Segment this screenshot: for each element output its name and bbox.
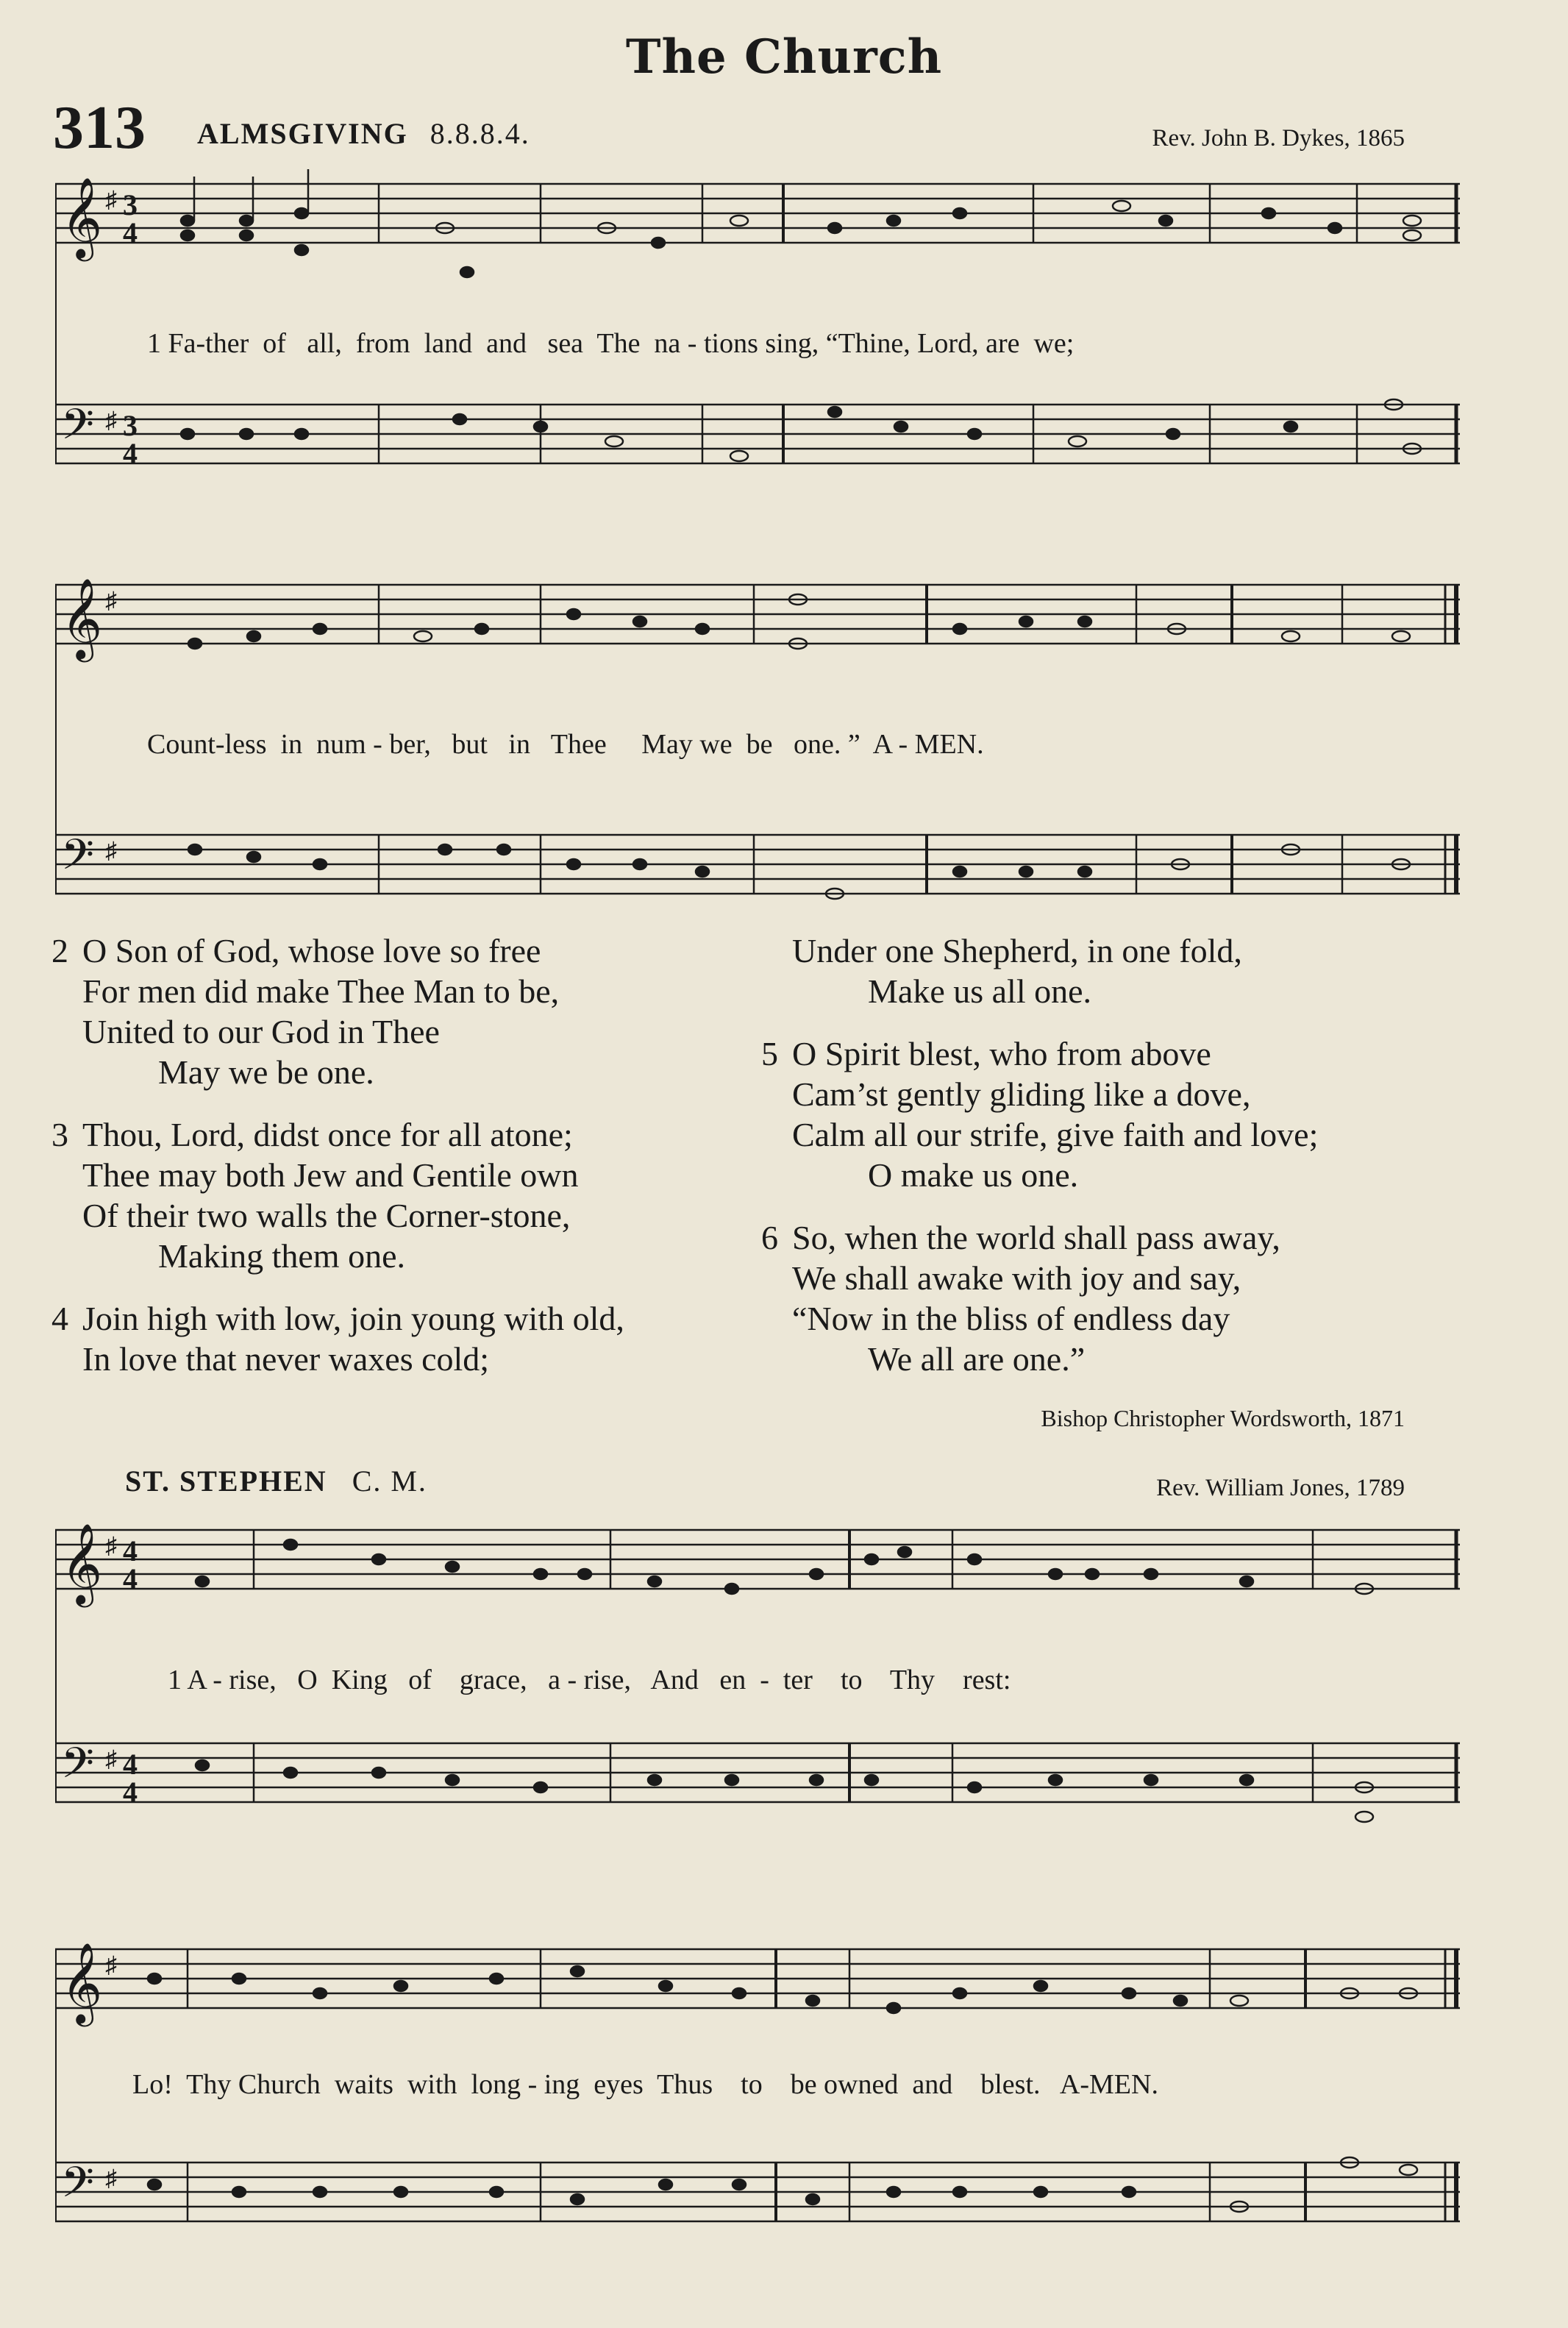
time-signature: 4 bbox=[123, 216, 138, 249]
tune-meter: C. M. bbox=[352, 1464, 427, 1498]
verse-3 bbox=[51, 1114, 758, 1276]
verse-6 bbox=[761, 1217, 1467, 1379]
tune-meter: 8.8.8.4. bbox=[430, 117, 530, 150]
time-signature: 4 bbox=[123, 1534, 138, 1567]
key-signature-sharp-icon: ♯ bbox=[105, 2165, 117, 2191]
verse-line: O make us one. bbox=[868, 1156, 1079, 1194]
verse-number: 3 bbox=[51, 1116, 68, 1153]
tune-name-st-stephen bbox=[125, 1464, 427, 1498]
verse-number: 6 bbox=[761, 1219, 778, 1256]
bass-clef-icon: 𝄢 bbox=[61, 830, 95, 890]
verse-4-continued bbox=[761, 930, 1467, 1011]
key-signature-sharp-icon: ♯ bbox=[105, 407, 117, 433]
verse-line: O Son of God, whose love so free bbox=[82, 932, 541, 969]
hymn-author: Bishop Christopher Wordsworth, 1871 bbox=[1041, 1405, 1405, 1431]
stanza1-lyrics-line1: 1 Fa-ther of all, from land and sea The na - tions sing, “Thine, Lord, are we; bbox=[147, 328, 1075, 359]
verse-line: Of their two walls the Corner-stone, bbox=[82, 1197, 571, 1234]
verse-number: 2 bbox=[51, 932, 68, 969]
verse-2 bbox=[51, 930, 758, 1092]
key-signature-sharp-icon: ♯ bbox=[105, 837, 117, 864]
verse-line: United to our God in Thee bbox=[82, 1013, 440, 1050]
verse-number: 4 bbox=[51, 1300, 68, 1337]
key-signature-sharp-icon: ♯ bbox=[105, 1532, 117, 1559]
st-stephen-lyrics-line1: 1 A - rise, O King of grace, a - rise, And en - ter to Thy rest: bbox=[168, 1665, 1011, 1695]
bass-clef-icon: 𝄢 bbox=[61, 2157, 95, 2218]
time-signature: 3 bbox=[123, 409, 138, 442]
bass-clef-icon: 𝄢 bbox=[61, 1738, 95, 1798]
treble-clef-icon: 𝄞 bbox=[61, 1523, 103, 1604]
time-signature: 4 bbox=[123, 1562, 138, 1595]
treble-clef-icon: 𝄞 bbox=[61, 177, 103, 258]
bass-clef-icon: 𝄢 bbox=[61, 399, 95, 460]
time-signature: 4 bbox=[123, 437, 138, 470]
music-system-4 bbox=[55, 1934, 1460, 2280]
verse-line: Thou, Lord, didst once for all atone; bbox=[82, 1116, 573, 1153]
verse-line: May we be one. bbox=[158, 1053, 374, 1091]
verse-line: Join high with low, join young with old, bbox=[82, 1300, 624, 1337]
verse-line: For men did make Thee Man to be, bbox=[82, 972, 560, 1010]
tune-name: ST. STEPHEN bbox=[125, 1464, 327, 1498]
tune-name: ALMSGIVING bbox=[197, 117, 408, 150]
composer-credit: Rev. William Jones, 1789 bbox=[1156, 1475, 1405, 1501]
tune-name-almsgiving bbox=[197, 116, 530, 151]
verse-line: Make us all one. bbox=[868, 972, 1092, 1010]
verses-left-column bbox=[51, 930, 758, 1379]
verse-line: O Spirit blest, who from above bbox=[792, 1035, 1211, 1072]
verse-line: In love that never waxes cold; bbox=[82, 1340, 490, 1378]
time-signature: 4 bbox=[123, 1776, 138, 1809]
verse-line: Calm all our strife, give faith and love; bbox=[792, 1116, 1319, 1153]
verse-line: “Now in the bliss of endless day bbox=[792, 1300, 1230, 1337]
verses-right-column bbox=[761, 930, 1467, 1379]
verse-5 bbox=[761, 1033, 1467, 1195]
verse-line: Thee may both Jew and Gentile own bbox=[82, 1156, 579, 1194]
time-signature: 4 bbox=[123, 1748, 138, 1781]
verse-line: So, when the world shall pass away, bbox=[792, 1219, 1280, 1256]
score-system-4 bbox=[55, 1934, 1460, 2280]
verse-line: We all are one.” bbox=[868, 1340, 1086, 1378]
verse-4 bbox=[51, 1298, 758, 1379]
key-signature-sharp-icon: ♯ bbox=[105, 186, 117, 213]
verse-line: We shall awake with joy and say, bbox=[792, 1259, 1241, 1297]
treble-clef-icon: 𝄞 bbox=[61, 578, 103, 659]
time-signature: 3 bbox=[123, 188, 138, 221]
running-head: The Church bbox=[625, 29, 943, 85]
verse-line: Under one Shepherd, in one fold, bbox=[792, 932, 1242, 969]
hymn-number: 313 bbox=[53, 93, 146, 162]
key-signature-sharp-icon: ♯ bbox=[105, 587, 117, 613]
verse-line: Cam’st gently gliding like a dove, bbox=[792, 1075, 1251, 1113]
treble-clef-icon: 𝄞 bbox=[61, 1943, 103, 2023]
verse-line: Making them one. bbox=[158, 1237, 405, 1275]
composer-credit: Rev. John B. Dykes, 1865 bbox=[1152, 125, 1405, 152]
stanza1-lyrics-line2: Count-less in num - ber, but in Thee May we be one. ” A - MEN. bbox=[147, 729, 984, 760]
key-signature-sharp-icon: ♯ bbox=[105, 1745, 117, 1772]
st-stephen-lyrics-line2: Lo! Thy Church waits with long - ing eyes Thus to be owned and blest. A-MEN. bbox=[132, 2069, 1158, 2100]
verse-number: 5 bbox=[761, 1035, 778, 1072]
key-signature-sharp-icon: ♯ bbox=[105, 1951, 117, 1978]
